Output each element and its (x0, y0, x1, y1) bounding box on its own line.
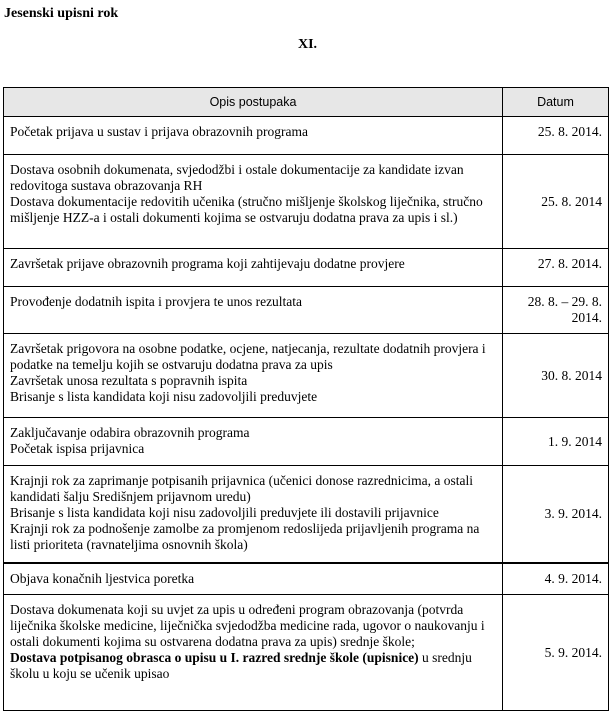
row-date: 25. 8. 2014. (503, 117, 609, 155)
date-text: 30. 8. 2014 (541, 368, 602, 383)
row-description (4, 249, 503, 287)
row-date (503, 418, 609, 466)
row-description (4, 334, 503, 418)
row-date: 4. 9. 2014. (503, 563, 609, 595)
table-header-row (4, 88, 609, 117)
date-text: 25. 8. 2014 (541, 194, 602, 209)
table-row (4, 418, 609, 466)
table-row (4, 334, 609, 418)
table-row (4, 249, 609, 287)
row-description (4, 418, 503, 466)
table-row (4, 117, 609, 155)
trailing-text: u srednju školu u koju se učenik upisao (10, 650, 472, 681)
row-date: 28. 8. – 29. 8. 2014. (503, 287, 609, 334)
table-row (4, 466, 609, 563)
row-description (4, 595, 503, 711)
description-line (10, 650, 497, 682)
row-date (503, 155, 609, 249)
description-line: Završetak prijave obrazovnih programa koji zahtijevaju dodatne provjere (10, 256, 405, 271)
column-header-date: Datum (503, 88, 609, 117)
description-line: Provođenje dodatnih ispita i provjera te unos rezultata (10, 294, 303, 309)
enrollment-schedule-table (3, 87, 609, 711)
section-number: XI. (297, 37, 318, 52)
description-line: Dostava dokumentacije redovitih učenika (stručno mišljenje školskog liječnika, stručno mišljenje HZZ-a i ostali dokumenti kojima se ostvaruju dodatna prava za upis i sl.) (10, 194, 483, 225)
page-heading: Jesenski upisni rok (4, 6, 119, 21)
row-description (4, 466, 503, 563)
bold-text: Dostava potpisanog obrasca o upisu u I. razred srednje škole (upisnice) (10, 650, 419, 665)
description-line: Objava konačnih ljestvica poretka (10, 570, 195, 586)
table-row (4, 155, 609, 249)
description-line: Brisanje s lista kandidata koji nisu zadovoljili preduvjete (10, 389, 318, 404)
row-date (503, 466, 609, 563)
description-line: Dostava dokumenata koji su uvjet za upis u određeni program obrazovanja (potvrda liječnika školske medicine, liječnička svjedodžba medicine rada, ugovor o naukovanju i ostali dokumenti kojima su ostvarena dodatna prava za upis) srednje škole; (10, 602, 485, 649)
description-line: Početak ispisa prijavnica (10, 441, 145, 456)
row-description (4, 287, 503, 334)
table-row (4, 287, 609, 334)
date-text: 5. 9. 2014. (544, 645, 602, 660)
description-line: Krajnji rok za podnošenje zamolbe za promjenom redoslijeda prijavljenih programa na listi prioriteta (ravnateljima osnovnih škola) (10, 521, 480, 552)
table-row (4, 595, 609, 711)
description-line: Dostava osobnih dokumenata, svjedodžbi i ostale dokumentacije za kandidate izvan redovitoga sustava obrazovanja RH (10, 162, 464, 193)
column-header-description: Opis postupaka (4, 88, 503, 117)
description-line: Završetak prigovora na osobne podatke, ocjene, natjecanja, rezultate dodatnih provjera i podatke na temelju kojih se ostvaruju dodatna prava za upis (10, 341, 486, 372)
description-line: Brisanje s lista kandidata koji nisu zadovoljili preduvjete ili dostavili prijavnice (10, 505, 439, 520)
date-text: 1. 9. 2014 (548, 434, 602, 449)
row-date (503, 595, 609, 711)
row-description (4, 155, 503, 249)
row-date: 27. 8. 2014. (503, 249, 609, 287)
table-row (4, 563, 609, 595)
description-line: Početak prijava u sustav i prijava obrazovnih programa (10, 124, 309, 139)
row-description (4, 563, 503, 595)
date-text: 3. 9. 2014. (544, 506, 602, 522)
description-line: Krajnji rok za zaprimanje potpisanih prijavnica (učenici donose razrednicima, a ostali kandidati šalju Središnjem prijavnom uredu) (10, 473, 473, 504)
description-line: Zaključavanje odabira obrazovnih programa (10, 425, 250, 440)
row-description (4, 117, 503, 155)
description-line: Završetak unosa rezultata s popravnih ispita (10, 373, 248, 388)
row-date (503, 334, 609, 418)
